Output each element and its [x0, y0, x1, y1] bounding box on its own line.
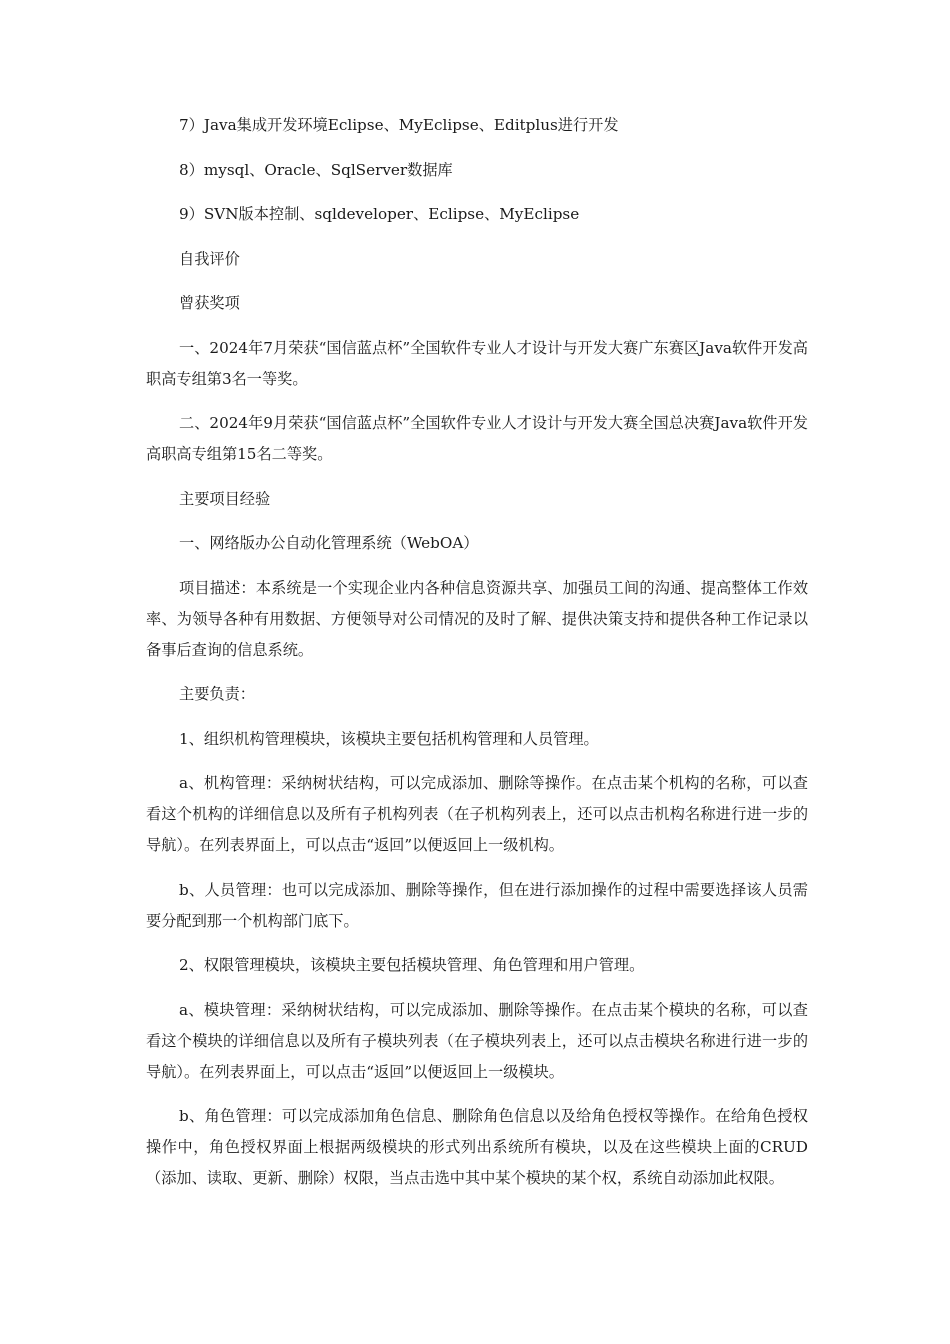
responsibility-org-management: a、机构管理：采纳树状结构，可以完成添加、删除等操作。在点击某个机构的名称，可以查看这个机构的详细信息以及所有子机构列表（在子机构列表上，还可以点击机构名称进行进一步的导航）。在列表界面上，可以点击“返回”以便返回上一级机构。: [146, 774, 808, 854]
responsibilities-heading: 主要负责：: [179, 685, 255, 703]
section-heading-awards: 曾获奖项: [179, 294, 240, 312]
skill-item-7: 7）Java集成开发环境Eclipse、MyEclipse、Editplus进行开发: [179, 116, 619, 134]
responsibility-role-management: b、角色管理：可以完成添加角色信息、删除角色信息以及给角色授权等操作。在给角色授权操作中，角色授权界面上根据两级模块的形式列出系统所有模块，以及在这些模块上面的CRUD（添加、读取、更新、删除）权限，当点击选中其中某个模块的某个权，系统自动添加此权限。: [146, 1107, 808, 1187]
project-title: 一、网络版办公自动化管理系统（WebOA）: [179, 534, 479, 552]
responsibility-staff-management: b、人员管理：也可以完成添加、删除等操作，但在进行添加操作的过程中需要选择该人员需要分配到那一个机构部门底下。: [146, 880, 808, 930]
section-heading-projects: 主要项目经验: [179, 489, 271, 508]
award-item-1: 一、2024年7月荣获“国信蓝点杯”全国软件专业人才设计与开发大赛广东赛区Java软件开发高职高专组第3名一等奖。: [146, 338, 808, 388]
responsibility-org-module: 1、组织机构管理模块，该模块主要包括机构管理和人员管理。: [179, 729, 599, 748]
document-page: [146, 110, 808, 1208]
award-item-2: 二、2024年9月荣获“国信蓝点杯”全国软件专业人才设计与开发大赛全国总决赛Java软件开发高职高专组第15名二等奖。: [146, 414, 808, 463]
section-heading-self-evaluation: 自我评价: [179, 249, 240, 268]
responsibility-module-management: a、模块管理：采纳树状结构，可以完成添加、删除等操作。在点击某个模块的名称，可以查看这个模块的详细信息以及所有子模块列表（在子模块列表上，还可以点击模块名称进行进一步的导航）。在列表界面上，可以点击“返回”以便返回上一级模块。: [146, 1000, 808, 1081]
skill-item-9: 9）SVN版本控制、sqldeveloper、Eclipse、MyEclipse: [179, 205, 580, 223]
skill-item-8: 8）mysql、Oracle、SqlServer数据库: [179, 160, 453, 179]
responsibility-permission-module: 2、权限管理模块，该模块主要包括模块管理、角色管理和用户管理。: [179, 956, 645, 974]
project-description: 项目描述：本系统是一个实现企业内各种信息资源共享、加强员工间的沟通、提高整体工作效率、为领导各种有用数据、方便领导对公司情况的及时了解、提供决策支持和提供各种工作记录以备事后查询的信息系统。: [146, 578, 808, 659]
